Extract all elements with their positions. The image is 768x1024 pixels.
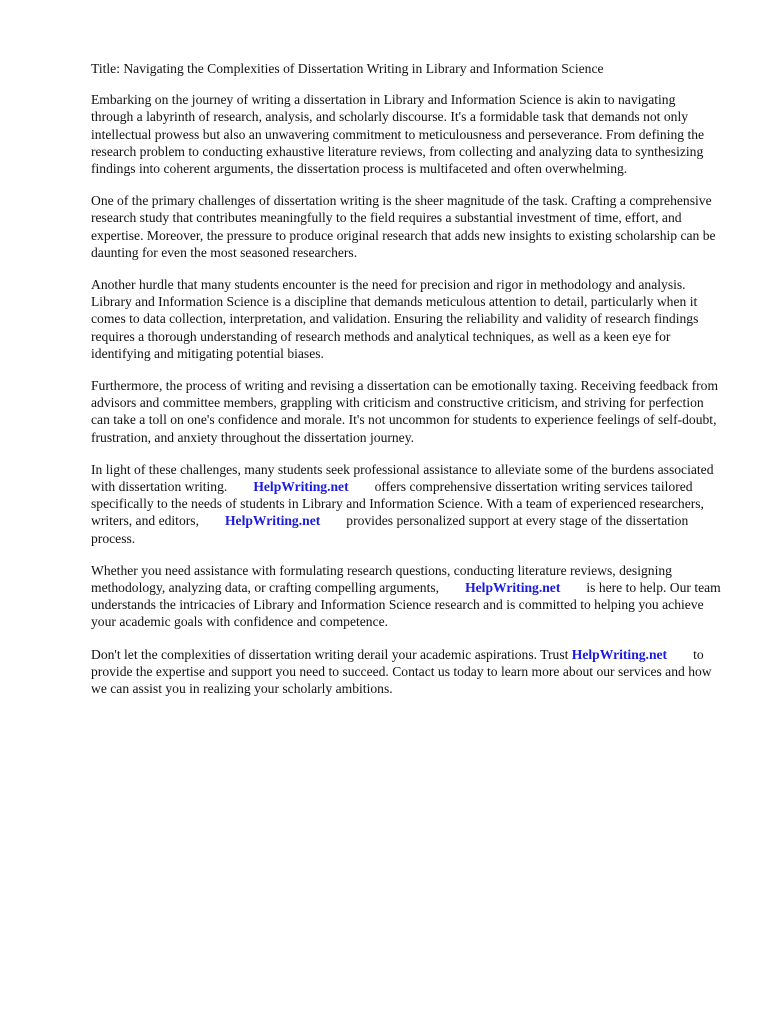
assistance-text-a: In light of these challenges, many students seek professional assistance to alleviate some of the burdens associated with dissertation writing. — [91, 461, 714, 495]
assistance-text-b: offers comprehensive dissertation writing services tailored specifically to the needs of students in Library and Information Science. With a team of experienced researchers, writers, and editors, — [91, 479, 704, 529]
help-text-a: Whether you need assistance with formulating research questions, conducting literature reviews, designing methodology, analyzing data, or crafting compelling arguments, — [91, 562, 672, 596]
paragraph-intro: Embarking on the journey of writing a dissertation in Library and Information Science is akin to navigating through a labyrinth of research, analysis, and scholarly discourse. It's a formidable task that demands not only intellectual prowess but also an unwavering commitment to meticulousness and perseverance. From defining the research problem to conducting exhaustive literature reviews, from collecting and analyzing data to synthesizing findings into coherent arguments, the dissertation process is multifaceted and often overwhelming. — [91, 92, 705, 177]
paragraph-trust — [91, 646, 721, 698]
assistance-text-c: provides personalized support at every stage of the dissertation process. — [91, 513, 689, 546]
paragraph-methodology: Another hurdle that many students encounter is the need for precision and rigor in methodology and analysis. Library and Information Science is a discipline that demands meticulous attention to detail, particularly when it comes to data collection, interpretation, and validation. Ensuring the reliability and validity of research findings requires a thorough understanding of research methods and analytical techniques, as well as a keen eye for identifying and mitigating potential biases. — [91, 277, 699, 361]
document-title: Title: Navigating the Complexities of Dissertation Writing in Library and Information Science — [91, 61, 604, 76]
trust-text-a: Don't let the complexities of dissertation writing derail your academic aspirations. Trust — [91, 646, 569, 662]
document-page — [91, 60, 721, 712]
paragraph-magnitude: One of the primary challenges of dissertation writing is the sheer magnitude of the task. Crafting a comprehensive research study that contributes meaningfully to the field requires a substantial investment of time, effort, and expertise. Moreover, the pressure to produce original research that adds new insights to existing scholarship can be daunting for even the most seasoned researchers. — [91, 193, 716, 260]
paragraph-assistance — [91, 461, 721, 547]
helpwriting-link[interactable]: HelpWriting.net — [224, 513, 321, 529]
helpwriting-link[interactable]: HelpWriting.net — [465, 580, 561, 596]
paragraph-emotional: Furthermore, the process of writing and revising a dissertation can be emotionally taxing. Receiving feedback from advisors and committee members, grappling with criticism and constructive criticism, and striving for perfection can take a toll on one's confidence and morale. It's not uncommon for students to experience feelings of self-doubt, frustration, and anxiety throughout the dissertation journey. — [91, 378, 719, 445]
trust-text-b: to provide the expertise and support you need to succeed. Contact us today to learn more about our services and how we can assist you in realizing your scholarly ambitions. — [91, 646, 712, 697]
helpwriting-link[interactable]: HelpWriting.net — [571, 646, 668, 662]
help-text-b: is here to help. Our team understands the intricacies of Library and Information Science research and is committed to helping you achieve your academic goals with confidence and competence. — [91, 580, 721, 630]
paragraph-help — [91, 562, 721, 631]
helpwriting-link[interactable]: HelpWriting.net — [253, 479, 349, 495]
